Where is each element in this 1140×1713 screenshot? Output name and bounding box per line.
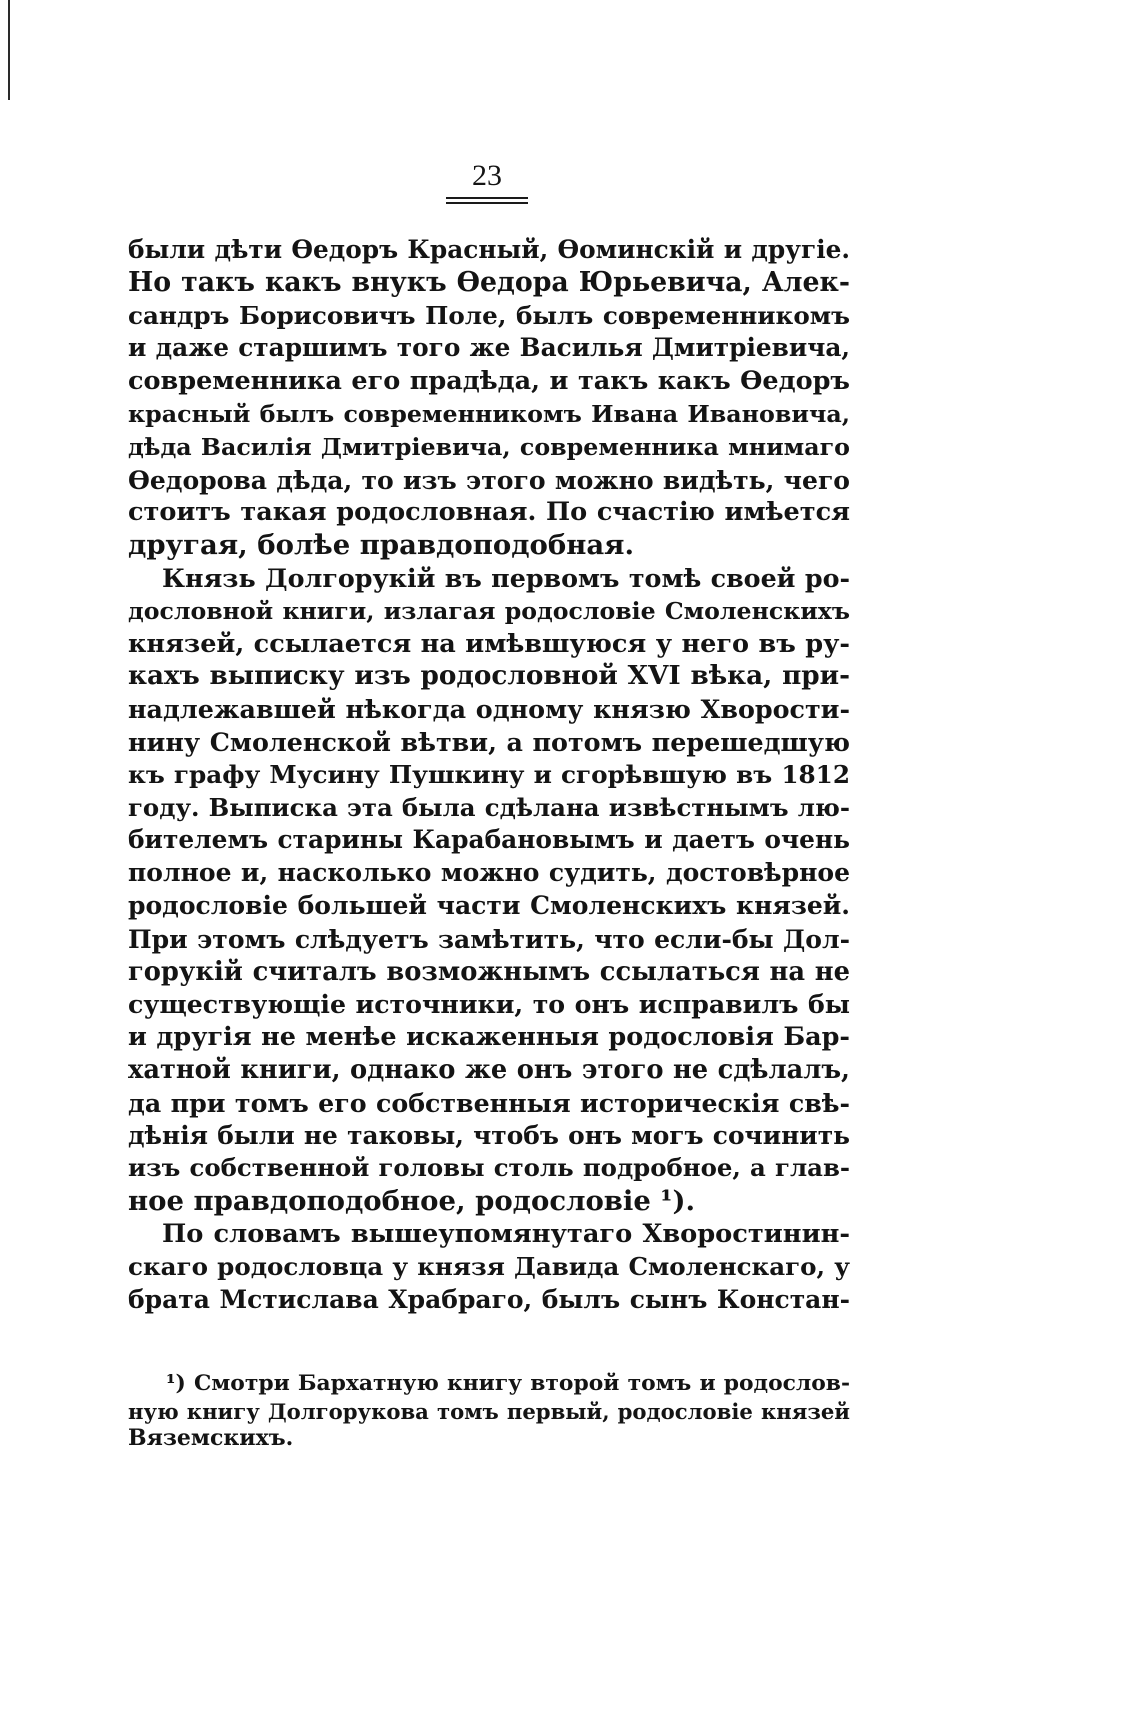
scan-edge-rule (8, 0, 10, 100)
footnote-line: ¹) Смотри Бархатную книгу второй томъ и родослов- (166, 1371, 850, 1396)
text-line: брата Мстислава Храбраго, былъ сынъ Констан- (128, 1284, 850, 1314)
text-line: существующіе источники, то онъ исправилъ бы (128, 989, 850, 1020)
text-line: изъ собственной головы столь подробное, а глав- (128, 1153, 850, 1183)
paragraph-start-line: По словамъ вышеупомянутаго Хворостинин- (162, 1218, 850, 1249)
text-line: году. Выписка эта была сдѣлана извѣстнымъ лю- (128, 792, 850, 822)
text-line: стоитъ такая родословная. По счастію имѣется (128, 497, 850, 528)
text-line: и другія не менѣе искаженныя родословія Бар- (128, 1022, 850, 1053)
text-line: да при томъ его собственныя историческія свѣ- (128, 1087, 850, 1118)
text-line: надлежавшей нѣкогда одному князю Хворости- (128, 694, 850, 725)
paragraph-end-line: другая, болѣе правдоподобная. (128, 529, 635, 562)
text-line: хатной книги, однако же онъ этого не сдѣлалъ, (128, 1054, 850, 1085)
paragraph-end-line: ное правдоподобное, родословіе ¹). (128, 1185, 696, 1218)
page-number-block (446, 158, 528, 204)
paragraph-start-line: Князь Долгорукій въ первомъ томѣ своей ро- (162, 562, 850, 593)
text-line: При этомъ слѣдуетъ замѣтить, что если-бы Дол- (128, 923, 850, 954)
text-line: Но такъ какъ внукъ Ѳедора Юрьевича, Алек- (128, 266, 850, 298)
page-number-rule (446, 197, 528, 199)
text-line: нину Смоленской вѣтви, а потомъ перешедшую (128, 726, 850, 757)
text-line: родословіе большей части Смоленскихъ князей. (128, 890, 850, 920)
footnote-line: ную книгу Долгорукова томъ первый, родословіе князей (128, 1398, 850, 1424)
text-line: дѣнія были не таковы, чтобъ онъ могъ сочинить (128, 1120, 850, 1150)
text-line: и даже старшимъ того же Василья Дмитріевича, (128, 333, 850, 363)
text-line: Ѳедорова дѣда, то изъ этого можно видѣть, чего (128, 464, 850, 495)
text-line: были дѣти Ѳедоръ Красный, Ѳоминскій и другіе. (128, 235, 850, 264)
text-line: бителемъ старины Карабановымъ и даетъ очень (128, 825, 850, 855)
page-number-rule-second (446, 202, 528, 204)
text-line: полное и, насколько можно судить, достовѣрное (128, 858, 850, 888)
text-line: горукій считалъ возможнымъ ссылаться на не (128, 956, 850, 987)
text-line: дословной книги, излагая родословіе Смоленскихъ (128, 596, 850, 625)
body-text (128, 234, 850, 1316)
text-line: современника его прадѣда, и такъ какъ Ѳедоръ (128, 366, 850, 397)
text-line: дѣда Василія Дмитріевича, современника мнимаго (128, 432, 850, 461)
text-line: красный былъ современникомъ Ивана Ивановича, (128, 399, 850, 428)
footnote (128, 1370, 850, 1453)
text-line: кахъ выписку изъ родословной XVI вѣка, при- (128, 660, 850, 692)
footnote-line: Вяземскихъ. (128, 1425, 294, 1451)
text-line: сандръ Борисовичъ Поле, былъ современникомъ (128, 300, 850, 330)
page-number: 23 (472, 159, 502, 192)
text-line: скаго родословца у князя Давида Смоленскаго, у (128, 1251, 850, 1281)
text-line: князей, ссылается на имѣвшуюся у него въ ру- (128, 628, 850, 659)
text-line: къ графу Мусину Пушкину и сгорѣвшую въ 1812 (128, 759, 850, 789)
